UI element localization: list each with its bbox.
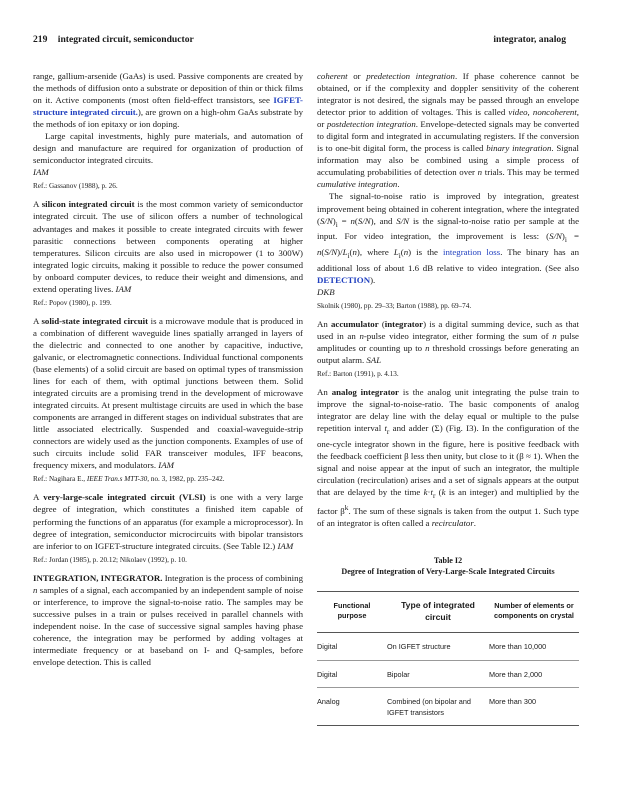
text: . If phase coherence cannot be obtained, or if the complexity and doppler sensitivity of the coherent integrator is not desired, the signals may be passed through an envelope detector prior to addition of voltages. This is called <box>317 71 579 118</box>
text: ), are grown on a high-ohm GaAs substrate by the methods of ion epitaxy or ion doping. <box>33 107 303 130</box>
text: S/N <box>357 215 371 226</box>
text: S/N <box>319 215 333 226</box>
text: n <box>477 167 483 178</box>
table-cell: More than 2,000 <box>489 660 579 688</box>
text: S/N <box>396 215 410 226</box>
author-signature: DKB <box>317 287 335 298</box>
text: cumulative integration <box>317 179 398 190</box>
term: accumulator <box>331 319 379 330</box>
text: n <box>350 215 355 226</box>
entry-analog-integrator <box>317 386 579 529</box>
var: t <box>430 487 433 498</box>
text: is a microwave module that is produced in a combination of different waveguide lines spatially arranged in layers of the dielectric and connected to one another by capacitive, inductive, galvanic, or electromagnetic connections. Individual functional components (base elements) of a solid circuit are based on optimal types of transmission lines for each of them, with optimal junctions between them. Solid integrated circuits are a promising trend in the development of microwave integrated circuits. At present multistage circuits are used in which the base components are arranged in different stages on individual substrates that are little associated electrically. Suspended and coaxial-waveguide-strip connectors are widely used as the junction components. Examples of use of such circuits include solid FAR transceiver modules, IFF beacons, frequency mixers, and modulators. <box>33 315 303 471</box>
text: binary integration <box>486 143 552 154</box>
var: k <box>423 487 428 498</box>
text: video <box>508 107 528 118</box>
table-number: Table I2 <box>433 556 463 566</box>
table-caption <box>317 555 579 577</box>
column-header: Functional purpose <box>317 592 387 633</box>
var: n <box>552 331 557 342</box>
link-integration-loss[interactable]: integration loss <box>443 247 501 258</box>
text: ) <box>561 231 565 242</box>
left-column <box>33 70 303 668</box>
text: = <box>337 215 351 226</box>
text: ) <box>423 319 427 330</box>
text: , or <box>317 107 580 130</box>
text: S/N <box>324 247 338 258</box>
reference: Skolnik (1980), pp. 29–33; Barton (1988), pp. 69–74. <box>317 302 472 311</box>
table-cell: Digital <box>317 660 387 688</box>
text: ) is the <box>408 247 444 258</box>
entry-silicon-ic <box>33 198 303 294</box>
text: predetection integration <box>366 71 455 81</box>
text: i <box>564 235 567 245</box>
journal: IEEE Tran.s MTT-30 <box>86 475 148 484</box>
text: i <box>398 250 401 260</box>
text: ( <box>354 215 358 226</box>
table-cell: More than 10,000 <box>489 633 579 661</box>
paragraph <box>33 130 303 166</box>
running-header <box>33 34 566 50</box>
text: L <box>393 247 399 258</box>
var: t <box>384 423 387 434</box>
column-header: Number of elements or components on crystal <box>489 592 579 633</box>
text: trials. This may be termed <box>482 167 579 178</box>
header-left <box>33 34 194 45</box>
text: postdetection integration <box>326 119 416 130</box>
text: is the analog unit integrating the pulse train to improve the signal-to-noise-ratio. The basic components of analog integrator are delay line with the delay equal or multiple to the pulse repetition interval <box>317 387 579 434</box>
text: Integration is the process of combining <box>162 572 303 583</box>
term: analog integrator <box>331 387 399 398</box>
term: silicon integrated circuit <box>41 199 135 210</box>
reference: Ref.: Popov (1980), p. 199. <box>33 298 112 307</box>
term: integrator <box>384 319 424 330</box>
text: coherent <box>317 71 348 81</box>
reference <box>33 474 303 484</box>
column-header: Type of integrated circuit <box>387 592 489 633</box>
text: -pulse video integrator, either forming the sum of <box>363 331 553 342</box>
term: solid-state integrated circuit <box>41 315 149 326</box>
table-row <box>317 688 579 726</box>
text: Large capital investments, highly pure materials, and automation of design and manufacture are required for organization of production of semiconductor integrated circuits. <box>33 131 303 166</box>
text: threshold crossings before generating an output alarm. <box>317 343 579 366</box>
text: samples of a signal, each accompanied by an independent sample of noise or interference, to improve the signal-to-noise ratio. The samples may be successive pulses in a train or pulses received in parallel channels with independent noise. In the case of successive signal samples having phase coherence, the integration may be performed by adding voltages at intermediate frequency or at baseband on I- and Q-samples, before envelope detection. This is called <box>33 584 303 667</box>
link-detection[interactable]: DETECTION <box>317 275 371 286</box>
text: A <box>33 199 42 210</box>
page-number: 219 <box>33 34 48 45</box>
text: i <box>347 250 350 260</box>
text: . <box>397 179 400 190</box>
text: L <box>342 247 348 258</box>
paragraph <box>317 190 579 286</box>
paragraph <box>317 70 579 190</box>
table-cell: Analog <box>317 688 387 726</box>
text: An <box>317 319 331 330</box>
text: n <box>403 247 409 258</box>
text: i <box>335 219 338 229</box>
author-signature: SAL <box>366 355 382 366</box>
text: The signal-to-noise ratio is improved by integration, greatest improvement being obtained in coherent integration, where the integrated ( <box>317 191 579 226</box>
text: S/N <box>549 231 562 242</box>
var: k <box>441 487 446 498</box>
text: = <box>566 231 580 242</box>
text: recirculator <box>431 518 474 529</box>
link-igfet-ic[interactable]: IGFET-structure integrated circuit. <box>33 95 303 118</box>
text: is the signal-to-noise ratio per sample at the input. For video integration, the improvement is less: ( <box>317 215 580 242</box>
right-column <box>317 70 579 726</box>
table-cell: Bipolar <box>387 660 489 688</box>
text: or <box>347 71 367 81</box>
text: is one with a very large degree of integration, which constitutes a finished item capable of performing the functions of an apparatus (for example a microprocessor). In degree of integration, semiconductor microcircuits with bipolar transistors are inferior to on IGFET-structure integrated circuits. (See Table I2.) <box>33 492 304 551</box>
text: n <box>317 247 322 258</box>
text: A <box>33 492 44 503</box>
text: is an integer) and multiplied by the factor β <box>317 487 580 517</box>
reference: Ref.: Barton (1991), p. 4.13. <box>317 370 399 379</box>
text: . Signal information may also be combined using a simple process of accumulating probabilities of detection over <box>317 143 579 178</box>
author-signature: IAM <box>158 460 174 471</box>
text: ). <box>370 275 376 286</box>
author-signature: IAM <box>115 283 132 294</box>
var: k <box>344 503 349 513</box>
text: . <box>473 518 476 529</box>
table-cell: Combined (on bipolar and IGFET transistors <box>387 688 489 726</box>
entry-integration <box>33 572 303 668</box>
header-left-title: integrated circuit, semiconductor <box>57 34 194 45</box>
text: ( <box>435 487 442 498</box>
text: noncoherent <box>532 107 577 118</box>
text: , <box>527 107 533 118</box>
var: n <box>359 331 364 342</box>
text: and adder (Σ) (Fig. I3). In the configuration of the one-cycle integrator shown in the figure, here is positive feedback with the feedback coefficient β less then unity, but close to it (β ≈ 1). When the signal and noise appear at the input of such an integrator, the multiple circulation (recirculation) arises and a set of signals appears at the output that are delayed by the time <box>317 423 579 498</box>
table-cell: Digital <box>317 633 387 661</box>
entry-vlsi <box>33 491 303 551</box>
text: n <box>352 247 357 258</box>
table-cell: On IGFET structure <box>387 633 489 661</box>
text: An <box>317 387 332 398</box>
text: , no. 3, 1982, pp. 235–242. <box>147 475 225 484</box>
text: range, gallium-arsenide (GaAs) is used. Passive components are created by the methods of diffusion onto a substrate or deposition of thin or thick films on it. Active components (most often field-effect transistors, see <box>33 71 303 106</box>
text: ), where <box>356 247 394 258</box>
text: is the most common variety of semiconductor integrated circuit. The use of silicon offers a number of technological advantages and makes it possible to create integrated circuits with fewer parasitic connections between components operating at higher temperatures. Silicon circuits are also used in micropower (1 to 300W) integrated logic circuits, making it possible to reduce the power consumed by onboard computer devices, to reduce their weight and dimensions, and extend operating lives. <box>33 199 303 294</box>
text: · <box>427 487 431 498</box>
text: ( <box>349 247 353 258</box>
text: . The sum of these signals is taken from the output 1. Such type of an integrator is often called a <box>317 506 579 529</box>
var: n <box>425 343 430 354</box>
term: very-large-scale integrated circuit (VLSI) <box>43 492 206 503</box>
var: n <box>33 584 38 595</box>
author-signature: IAM <box>33 167 49 178</box>
author-signature: IAM <box>277 540 294 551</box>
table-row <box>317 660 579 688</box>
var: r <box>432 491 436 501</box>
text: . Envelope-detected signals may be converted to digital form and integrated in accumulating registers. If the conversion is to one-bit digital form, the process is called <box>317 119 580 154</box>
table-cell: More than 300 <box>489 688 579 726</box>
term: INTEGRATION, INTEGRATOR. <box>33 572 163 583</box>
var: r <box>386 427 390 437</box>
text: A <box>33 315 42 326</box>
text: ( <box>321 247 325 258</box>
entry-solid-state-ic <box>33 315 303 472</box>
text: )/ <box>337 247 343 258</box>
text: pulse amplitudes or counting up to <box>317 331 579 354</box>
text: ( <box>378 319 385 330</box>
table-title: Degree of Integration of Very-Large-Scale Integrated Circuits <box>341 567 555 577</box>
table-header-row <box>317 592 579 633</box>
text: Ref.: Nagihara E., <box>33 475 87 484</box>
text: is a digital summing device, such as that used in an <box>317 319 579 342</box>
entry-accumulator <box>317 318 579 366</box>
text: ( <box>400 247 404 258</box>
header-right-title: integrator, analog <box>493 34 566 45</box>
text: ), and <box>370 215 397 226</box>
reference: Ref.: Jordan (1985), p. 20.12; Nikolaev (1992), p. 10. <box>33 555 187 564</box>
text: . The binary has an additional loss of about 1.6 dB relative to video integration. (See also <box>317 247 580 273</box>
table-row <box>317 633 579 661</box>
vlsi-table <box>317 591 579 726</box>
reference: Ref.: Gassanov (1988), p. 26. <box>33 182 118 191</box>
paragraph <box>33 70 303 130</box>
text: ) <box>332 215 336 226</box>
